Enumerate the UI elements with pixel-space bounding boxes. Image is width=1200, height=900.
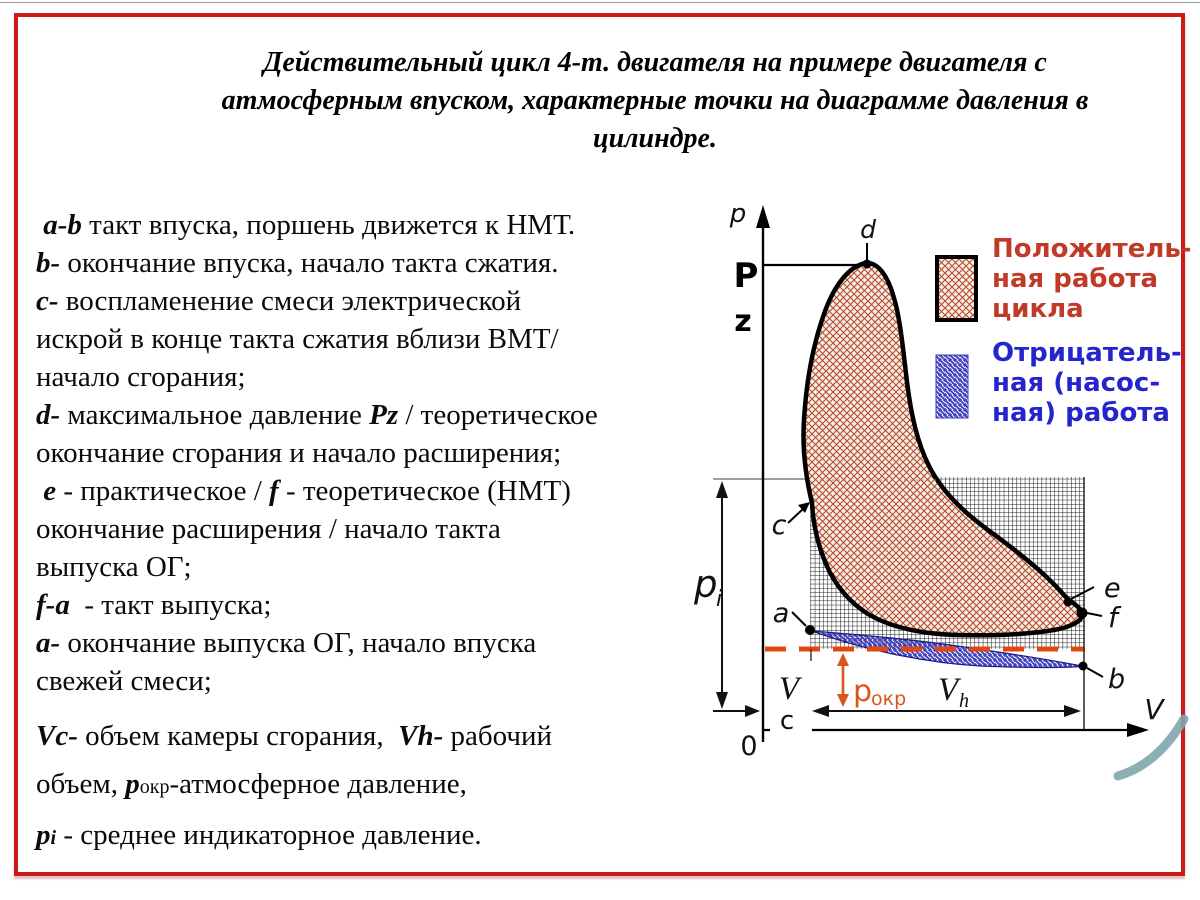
point-f [1077, 608, 1088, 619]
point-b [1079, 662, 1088, 671]
text-line: c- воспламенение смеси электрической [36, 285, 522, 317]
legend-negative-swatch [936, 355, 968, 418]
origin-arrow-right [745, 705, 760, 717]
pi-arrow-down [716, 692, 728, 709]
legend-positive-swatch [937, 257, 976, 320]
text-line: объем, pокр-атмосферное давление, [36, 768, 467, 800]
legend-positive-line: цикла [992, 294, 1084, 324]
pokr-label-p: p [853, 674, 873, 709]
text-line: e - практическое / f - теоретическое (НМТ) [36, 475, 571, 507]
vh-arrow-left [812, 705, 829, 717]
v-axis-label: V [1144, 693, 1164, 726]
legend-positive-line: Положитель- [992, 234, 1192, 264]
title-line: атмосферным впуском, характерные точки на диаграмме давления в [221, 85, 1089, 116]
legend-negative-line: Отрицатель- [992, 338, 1182, 368]
text-line: искрой в конце такта сжатия вблизи ВМТ/ [36, 323, 559, 355]
text-line: окончание сгорания и начало расширения; [36, 437, 562, 469]
b-leader [1087, 668, 1103, 677]
vh-label-v: V [938, 672, 959, 708]
vh-label-h: h [959, 690, 969, 712]
point-d [863, 260, 872, 269]
pokr-arrow-up [837, 653, 849, 666]
f-leader [1087, 613, 1102, 616]
pokr-label-sub: окр [871, 688, 907, 710]
slide-title [150, 44, 1160, 158]
pi-label-i: i [716, 587, 723, 612]
text-line: pi - среднее индикаторное давление. [36, 819, 482, 851]
description-text [36, 206, 704, 862]
top-hairline [0, 2, 1200, 3]
point-label-d: d [860, 215, 876, 244]
point-label-e: e [1104, 573, 1121, 604]
point-label-b: b [1108, 664, 1126, 695]
pv-diagram-main [690, 190, 1200, 800]
text-line: a- окончание выпуска ОГ, начало впуска [36, 627, 537, 659]
text-line: Vc- объем камеры сгорания, Vh- рабочий [36, 720, 553, 752]
title-line: Действительный цикл 4-т. двигателя на примере двигателя с [263, 47, 1047, 78]
vc-label-c: c [779, 706, 795, 736]
vc-label-v: V [778, 671, 800, 707]
text-line: b- окончание впуска, начало такта сжатия. [36, 247, 559, 279]
p-axis-label: p [729, 199, 747, 229]
text-line: свежей смеси; [36, 665, 212, 697]
legend-positive-line: ная работа [992, 264, 1159, 294]
point-label-f: f [1108, 601, 1118, 634]
text-line: начало сгорания; [36, 361, 246, 393]
text-line: d- максимальное давление Pz / теоретическое [36, 399, 598, 431]
point-label-c: c [771, 510, 787, 541]
p-axis-arrow [756, 205, 770, 228]
pi-label-p: p [694, 563, 718, 606]
legend-negative-line: ная) работа [992, 398, 1170, 428]
text-line: f-a - такт выпуска; [36, 589, 272, 621]
point-a [805, 625, 815, 635]
pi-arrow-up [716, 481, 728, 498]
c-leader [788, 509, 803, 523]
pz-label-p: P [733, 256, 759, 296]
a-leader [792, 612, 806, 626]
text-line: a-b такт впуска, поршень движется к НМТ. [36, 209, 576, 241]
title-line: цилиндре. [593, 123, 717, 154]
legend-negative-line: ная (насос- [992, 368, 1161, 398]
pokr-arrow-down [837, 694, 849, 707]
text-line: выпуска ОГ; [36, 551, 192, 583]
vh-arrow-right [1064, 705, 1081, 717]
origin-label: 0 [740, 731, 758, 762]
pz-label-z: z [734, 304, 752, 339]
point-label-a: a [772, 598, 790, 629]
text-line: окончание расширения / начало такта [36, 513, 501, 545]
